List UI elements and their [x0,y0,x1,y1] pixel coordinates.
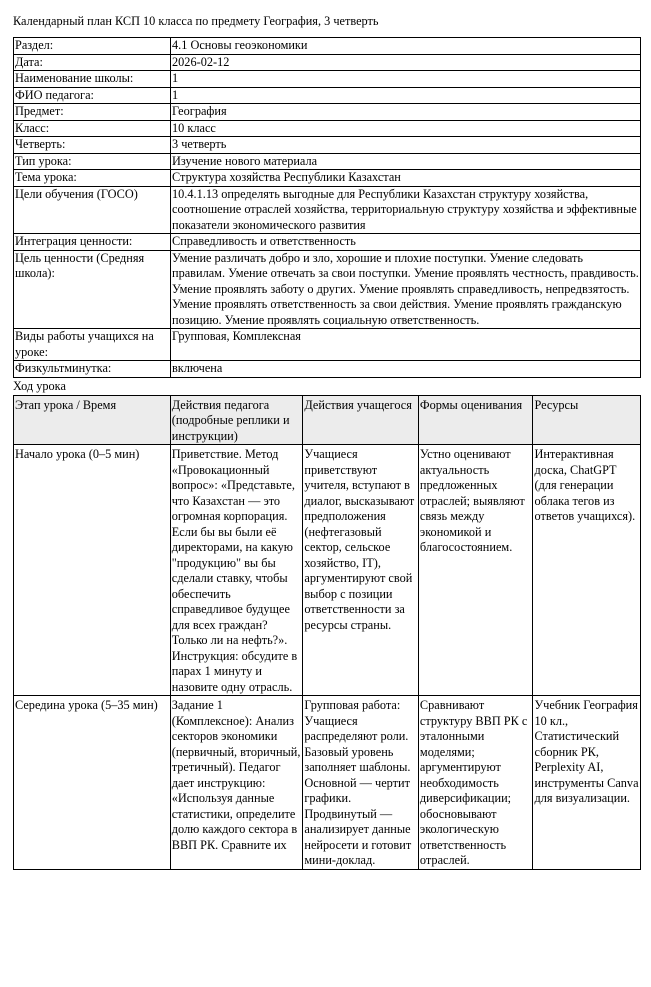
lesson-info-table [13,37,641,378]
cell-resources: Учебник География 10 кл., Статистический сборник РК, Perplexity AI, инструменты Canva для визуализации. [533,696,641,870]
info-label: Цели обучения (ГОСО) [14,186,171,234]
info-row-value-integration [14,234,641,251]
header-student-actions: Действия учащегося [303,395,419,445]
header-teacher-actions: Действия педагога (подробные реплики и инструкции) [170,395,303,445]
info-label: Цель ценности (Средняя школа): [14,250,171,329]
info-row-date [14,54,641,71]
info-value: 10.4.1.13 определять выгодные для Республики Казахстан структуру хозяйства, соотношение отраслей хозяйства, территориальную структуру хозяйства и эффективные показатели экономического развития [171,186,641,234]
info-row-section [14,38,641,55]
cell-student: Учащиеся приветствуют учителя, вступают в диалог, высказывают предположения (нефтегазовый сектор, сельское хозяйство, IT), аргументируют свой выбор с позиции ответственности за ресурсы страны. [303,445,419,696]
cell-stage: Середина урока (5–35 мин) [14,696,171,870]
info-label: Наименование школы: [14,71,171,88]
info-row-subject [14,104,641,121]
lesson-progress-table [13,395,641,870]
cell-stage: Начало урока (0–5 мин) [14,445,171,696]
info-value: 3 четверть [171,137,641,154]
info-label: ФИО педагога: [14,87,171,104]
document-page [13,14,641,870]
header-stage: Этап урока / Время [14,395,171,445]
info-row-topic [14,170,641,187]
info-value: География [171,104,641,121]
info-value: 1 [171,71,641,88]
info-row-quarter [14,137,641,154]
info-row-goals [14,186,641,234]
info-row-school [14,71,641,88]
info-value: Структура хозяйства Республики Казахстан [171,170,641,187]
document-title: Календарный план КСП 10 класса по предмету География, 3 четверть [13,14,379,28]
info-label: Тема урока: [14,170,171,187]
info-value: 1 [171,87,641,104]
info-label: Предмет: [14,104,171,121]
info-label: Класс: [14,120,171,137]
info-row-work-types [14,329,641,361]
lesson-row-middle [14,696,641,870]
header-resources: Ресурсы [533,395,641,445]
cell-student: Групповая работа: Учащиеся распределяют роли. Базовый уровень заполняет шаблоны. Основной — чертит графики. Продвинутый — анализирует данные нейросети и готовит мини-доклад. [303,696,419,870]
info-label: Раздел: [14,38,171,55]
cell-assessment: Сравнивают структуру ВВП РК с эталонными моделями; аргументируют необходимость диверсификации; обосновывают экологическую ответственность отраслей. [418,696,533,870]
info-label: Тип урока: [14,153,171,170]
info-value: Умение различать добро и зло, хорошие и плохие поступки. Умение следовать правилам. Умение отвечать за свои поступки. Умение проявлять честность, правдивость. Умение проявлять заботу о других. Умение проявлять справедливость, непредвзятость. Умение проявлять ответственность за свои действия. Умение проявлять гражданскую позицию. Умение проявлять социальную ответственность. [172,250,639,327]
info-label: Дата: [14,54,171,71]
cell-resources: Интерактивная доска, ChatGPT (для генерации облака тегов из ответов учащихся). [533,445,641,696]
lesson-header-row [14,395,641,445]
info-value: включена [171,361,641,378]
info-value: Групповая, Комплексная [171,329,641,361]
cell-teacher: Задание 1 (Комплексное): Анализ секторов экономики (первичный, вторичный, третичный). Педагог дает инструкцию: «Используя данные статистики, определите долю каждого сектора в ВВП РК. Сравните их [170,696,303,870]
info-value: 10 класс [171,120,641,137]
info-row-class [14,120,641,137]
cell-assessment: Устно оценивают актуальность предложенных отраслей; выявляют связь между экономикой и благосостоянием. [418,445,533,696]
lesson-row-start [14,445,641,696]
info-value: Справедливость и ответственность [171,234,641,251]
info-value: 2026-02-12 [171,54,641,71]
info-value: Изучение нового материала [171,153,641,170]
info-label: Виды работы учащихся на уроке: [14,329,171,361]
cell-teacher: Приветствие. Метод «Провокационный вопрос»: «Представьте, что Казахстан — это огромная корпорация. Если бы вы были её директорами, на какую "продукцию" вы бы сделали ставку, чтобы обеспечить справедливое будущее для всех граждан? Только ли на нефть?». Инструкция: обсудите в парах 1 минуту и назовите одну отрасль. [170,445,303,696]
info-row-value-goal [14,250,641,329]
info-row-lesson-type [14,153,641,170]
header-assessment: Формы оценивания [418,395,533,445]
lesson-progress-heading: Ход урока [13,378,66,393]
info-value: 4.1 Основы геоэкономики [171,38,641,55]
info-row-physical-break [14,361,641,378]
info-label: Физкультминутка: [14,361,171,378]
info-label: Четверть: [14,137,171,154]
info-label: Интеграция ценности: [14,234,171,251]
info-row-teacher [14,87,641,104]
